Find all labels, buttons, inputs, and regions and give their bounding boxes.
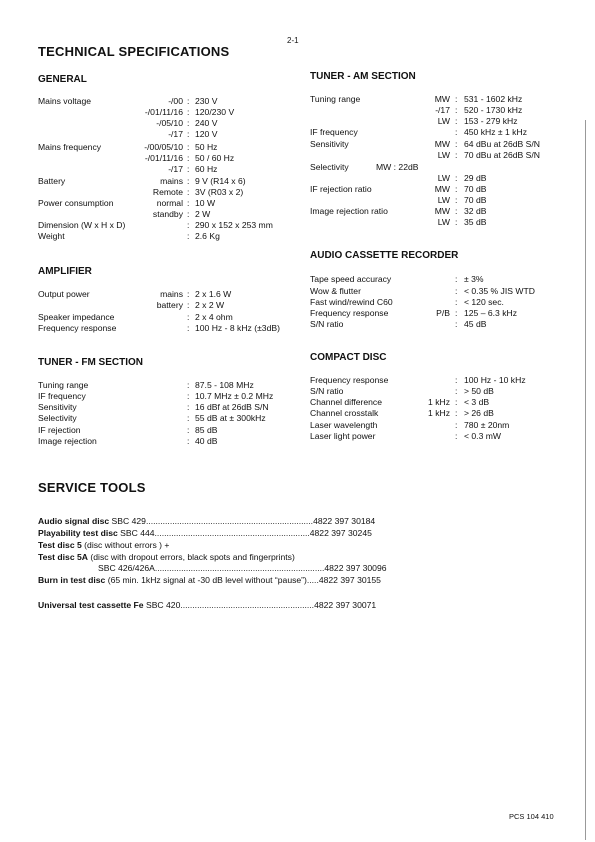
spec-label: Tape speed accuracy bbox=[310, 274, 392, 284]
spec-separator: : bbox=[187, 300, 190, 310]
spec-value: 45 dB bbox=[464, 319, 487, 329]
spec-separator: : bbox=[187, 187, 190, 197]
spec-value: 85 dB bbox=[195, 425, 218, 435]
spec-separator: : bbox=[455, 375, 458, 385]
spec-row bbox=[38, 107, 298, 118]
spec-label: Image rejection bbox=[38, 436, 97, 446]
spec-value: 10 W bbox=[195, 198, 216, 208]
spec-condition: LW bbox=[437, 217, 450, 227]
spec-row bbox=[310, 184, 560, 195]
spec-row bbox=[310, 431, 560, 442]
page-title: TECHNICAL SPECIFICATIONS bbox=[38, 44, 230, 59]
spec-value: > 50 dB bbox=[464, 386, 494, 396]
spec-value: 32 dB bbox=[464, 206, 487, 216]
am-selectivity-mw: MW : 22dB bbox=[376, 162, 419, 172]
service-tool-detail: SBC 426/426A.......................................................................4822 397 30096 bbox=[98, 563, 387, 573]
service-tool-name: Test disc 5A bbox=[38, 552, 88, 562]
spec-condition: mains bbox=[160, 289, 183, 299]
spec-label: Weight bbox=[38, 231, 65, 241]
spec-row bbox=[38, 142, 298, 153]
service-tool-detail: (65 min. 1kHz signal at -30 dB level without “pause”).....4822 397 30155 bbox=[105, 575, 381, 585]
spec-label: Selectivity bbox=[38, 413, 77, 423]
service-tool-name: Audio signal disc bbox=[38, 516, 110, 526]
service-tool-detail: SBC 444.................................................................4822 397 30245 bbox=[117, 528, 372, 538]
spec-value: 780 ± 20nm bbox=[464, 420, 510, 430]
spec-separator: : bbox=[455, 319, 458, 329]
spec-label: Fast wind/rewind C60 bbox=[310, 297, 393, 307]
spec-condition: normal bbox=[156, 198, 183, 208]
spec-value: 9 V (R14 x 6) bbox=[195, 176, 246, 186]
spec-label: Selectivity bbox=[310, 162, 349, 172]
spec-separator: : bbox=[455, 127, 458, 137]
spec-row bbox=[310, 217, 560, 228]
spec-value: 240 V bbox=[195, 118, 218, 128]
spec-row bbox=[38, 118, 298, 129]
spec-separator: : bbox=[187, 289, 190, 299]
spec-value: ± 3% bbox=[464, 274, 484, 284]
tuner-fm-heading: TUNER - FM SECTION bbox=[38, 357, 143, 368]
service-tool-item bbox=[38, 552, 295, 563]
spec-label: Dimension (W x H x D) bbox=[38, 220, 126, 230]
spec-value: < 0.3 mW bbox=[464, 431, 502, 441]
spec-condition: Remote bbox=[152, 187, 183, 197]
cd-heading: COMPACT DISC bbox=[310, 352, 387, 363]
spec-label: S/N ratio bbox=[310, 319, 344, 329]
spec-label: Wow & flutter bbox=[310, 286, 361, 296]
spec-separator: : bbox=[455, 184, 458, 194]
spec-separator: : bbox=[455, 431, 458, 441]
spec-separator: : bbox=[455, 408, 458, 418]
spec-condition: standby bbox=[152, 209, 183, 219]
spec-label: IF rejection bbox=[38, 425, 81, 435]
document-code: PCS 104 410 bbox=[509, 812, 554, 821]
spec-label: Frequency response bbox=[310, 308, 389, 318]
spec-value: < 0.35 % JIS WTD bbox=[464, 286, 535, 296]
spec-row bbox=[310, 408, 560, 419]
spec-value: 100 Hz - 10 kHz bbox=[464, 375, 526, 385]
service-tool-item bbox=[98, 563, 387, 574]
service-tool-item bbox=[38, 600, 376, 611]
spec-label: Laser light power bbox=[310, 431, 376, 441]
spec-label: Sensitivity bbox=[38, 402, 77, 412]
spec-label: Tuning range bbox=[38, 380, 89, 390]
spec-condition: MW bbox=[434, 94, 450, 104]
service-tool-name: Burn in test disc bbox=[38, 575, 106, 585]
spec-condition: LW bbox=[437, 195, 450, 205]
service-tool-detail: (disc without errors ) + bbox=[81, 540, 170, 550]
spec-separator: : bbox=[187, 413, 190, 423]
service-tool-item bbox=[38, 528, 372, 539]
spec-value: 60 Hz bbox=[195, 164, 218, 174]
spec-row bbox=[310, 274, 560, 285]
spec-label: Laser wavelength bbox=[310, 420, 378, 430]
spec-condition: -/01/11/16 bbox=[144, 153, 183, 163]
service-tool-item bbox=[38, 540, 169, 551]
spec-row bbox=[310, 150, 560, 161]
spec-row bbox=[38, 436, 298, 447]
amplifier-heading: AMPLIFIER bbox=[38, 266, 92, 277]
spec-separator: : bbox=[187, 425, 190, 435]
spec-row bbox=[310, 319, 560, 330]
spec-separator: : bbox=[187, 164, 190, 174]
spec-value: 2 W bbox=[195, 209, 211, 219]
spec-row bbox=[310, 116, 560, 127]
spec-row bbox=[310, 162, 560, 173]
spec-separator: : bbox=[455, 217, 458, 227]
spec-separator: : bbox=[455, 206, 458, 216]
spec-row bbox=[38, 391, 298, 402]
spec-row bbox=[310, 206, 560, 217]
spec-separator: : bbox=[187, 231, 190, 241]
spec-label: S/N ratio bbox=[310, 386, 344, 396]
spec-condition: mains bbox=[160, 176, 183, 186]
spec-value: 40 dB bbox=[195, 436, 218, 446]
service-tool-detail: SBC 429......................................................................4822 397 30184 bbox=[109, 516, 376, 526]
spec-row bbox=[310, 173, 560, 184]
spec-value: 120/230 V bbox=[195, 107, 235, 117]
spec-row bbox=[38, 323, 298, 334]
spec-value: 125 – 6.3 kHz bbox=[464, 308, 518, 318]
spec-value: 450 kHz ± 1 kHz bbox=[464, 127, 527, 137]
spec-separator: : bbox=[187, 209, 190, 219]
spec-condition: 1 kHz bbox=[428, 397, 450, 407]
spec-separator: : bbox=[455, 150, 458, 160]
spec-separator: : bbox=[455, 397, 458, 407]
spec-condition: P/B bbox=[436, 308, 450, 318]
service-tool-detail: (disc with dropout errors, black spots and fingerprints) bbox=[88, 552, 295, 562]
spec-separator: : bbox=[187, 198, 190, 208]
service-tool-detail: SBC 420........................................................4822 397 30071 bbox=[143, 600, 377, 610]
spec-row bbox=[310, 386, 560, 397]
spec-condition: MW bbox=[434, 184, 450, 194]
spec-row bbox=[38, 129, 298, 140]
spec-label: IF frequency bbox=[38, 391, 86, 401]
spec-separator: : bbox=[455, 386, 458, 396]
spec-value: 70 dB bbox=[464, 184, 487, 194]
general-heading: GENERAL bbox=[38, 74, 87, 85]
spec-separator: : bbox=[187, 436, 190, 446]
spec-value: 290 x 152 x 253 mm bbox=[195, 220, 273, 230]
spec-row bbox=[310, 94, 560, 105]
spec-value: 55 dB at ± 300kHz bbox=[195, 413, 266, 423]
spec-row bbox=[310, 127, 560, 138]
service-tool-name: Universal test cassette Fe bbox=[38, 600, 144, 610]
spec-value: 2 x 1.6 W bbox=[195, 289, 232, 299]
spec-separator: : bbox=[455, 139, 458, 149]
spec-condition: battery bbox=[156, 300, 183, 310]
spec-separator: : bbox=[187, 107, 190, 117]
spec-separator: : bbox=[187, 323, 190, 333]
spec-separator: : bbox=[187, 142, 190, 152]
service-tools-heading: SERVICE TOOLS bbox=[38, 480, 146, 495]
spec-value: 16 dBf at 26dB S/N bbox=[195, 402, 269, 412]
spec-row bbox=[38, 402, 298, 413]
spec-condition: 1 kHz bbox=[428, 408, 450, 418]
spec-separator: : bbox=[187, 312, 190, 322]
spec-label: Output power bbox=[38, 289, 90, 299]
spec-condition: LW bbox=[437, 116, 450, 126]
spec-separator: : bbox=[187, 402, 190, 412]
spec-label: Sensitivity bbox=[310, 139, 349, 149]
spec-value: 29 dB bbox=[464, 173, 487, 183]
spec-row bbox=[310, 308, 560, 319]
spec-row bbox=[310, 297, 560, 308]
spec-row bbox=[38, 187, 298, 198]
spec-value: 100 Hz - 8 kHz (±3dB) bbox=[195, 323, 280, 333]
spec-separator: : bbox=[455, 105, 458, 115]
service-tool-name: Test disc 5 bbox=[38, 540, 82, 550]
spec-separator: : bbox=[187, 118, 190, 128]
spec-condition: -/01/11/16 bbox=[144, 107, 183, 117]
spec-value: 153 - 279 kHz bbox=[464, 116, 518, 126]
spec-label: Speaker impedance bbox=[38, 312, 115, 322]
spec-value: 35 dB bbox=[464, 217, 487, 227]
spec-row bbox=[310, 105, 560, 116]
spec-row bbox=[310, 139, 560, 150]
spec-value: 10.7 MHz ± 0.2 MHz bbox=[195, 391, 274, 401]
spec-separator: : bbox=[455, 116, 458, 126]
spec-label: Image rejection ratio bbox=[310, 206, 388, 216]
spec-value: < 3 dB bbox=[464, 397, 490, 407]
spec-row bbox=[38, 231, 298, 242]
spec-label: IF rejection ratio bbox=[310, 184, 372, 194]
spec-row bbox=[38, 380, 298, 391]
spec-value: < 120 sec. bbox=[464, 297, 504, 307]
spec-row bbox=[38, 413, 298, 424]
spec-value: 70 dB bbox=[464, 195, 487, 205]
spec-row bbox=[38, 300, 298, 311]
spec-separator: : bbox=[455, 420, 458, 430]
spec-label: Channel difference bbox=[310, 397, 382, 407]
spec-row bbox=[38, 220, 298, 231]
spec-separator: : bbox=[187, 391, 190, 401]
spec-label: Power consumption bbox=[38, 198, 114, 208]
spec-row bbox=[38, 312, 298, 323]
page-edge-line bbox=[585, 120, 586, 840]
spec-value: 120 V bbox=[195, 129, 218, 139]
spec-separator: : bbox=[187, 380, 190, 390]
spec-value: 2.6 Kg bbox=[195, 231, 220, 241]
spec-label: Mains frequency bbox=[38, 142, 102, 152]
spec-condition: -/05/10 bbox=[156, 118, 183, 128]
spec-separator: : bbox=[455, 297, 458, 307]
spec-row bbox=[310, 375, 560, 386]
spec-separator: : bbox=[187, 176, 190, 186]
spec-condition: -/00/05/10 bbox=[144, 142, 183, 152]
spec-row bbox=[38, 176, 298, 187]
spec-value: 70 dBu at 26dB S/N bbox=[464, 150, 540, 160]
spec-separator: : bbox=[455, 286, 458, 296]
spec-row bbox=[310, 397, 560, 408]
spec-separator: : bbox=[187, 129, 190, 139]
cassette-heading: AUDIO CASSETTE RECORDER bbox=[310, 250, 459, 261]
spec-row bbox=[38, 209, 298, 220]
spec-row bbox=[38, 153, 298, 164]
spec-row bbox=[310, 420, 560, 431]
spec-condition: LW bbox=[437, 150, 450, 160]
spec-separator: : bbox=[455, 173, 458, 183]
spec-row bbox=[38, 289, 298, 300]
spec-separator: : bbox=[455, 308, 458, 318]
spec-value: > 26 dB bbox=[464, 408, 494, 418]
spec-value: 3V (R03 x 2) bbox=[195, 187, 244, 197]
spec-value: 2 x 4 ohm bbox=[195, 312, 233, 322]
spec-condition: -/17 bbox=[435, 105, 450, 115]
spec-label: Frequency response bbox=[310, 375, 389, 385]
spec-condition: -/17 bbox=[168, 164, 183, 174]
spec-value: 2 x 2 W bbox=[195, 300, 225, 310]
spec-label: Battery bbox=[38, 176, 66, 186]
spec-separator: : bbox=[187, 96, 190, 106]
spec-value: 87.5 - 108 MHz bbox=[195, 380, 254, 390]
service-tool-item bbox=[38, 516, 375, 527]
spec-value: 531 - 1602 kHz bbox=[464, 94, 523, 104]
spec-label: Channel crosstalk bbox=[310, 408, 379, 418]
spec-label: Tuning range bbox=[310, 94, 361, 104]
spec-separator: : bbox=[455, 195, 458, 205]
spec-label: Frequency response bbox=[38, 323, 117, 333]
service-tool-item bbox=[38, 575, 381, 586]
tuner-am-heading: TUNER - AM SECTION bbox=[310, 71, 416, 82]
spec-condition: LW bbox=[437, 173, 450, 183]
spec-condition: MW bbox=[434, 206, 450, 216]
spec-row bbox=[310, 286, 560, 297]
spec-row bbox=[38, 96, 298, 107]
spec-separator: : bbox=[455, 94, 458, 104]
spec-value: 230 V bbox=[195, 96, 218, 106]
spec-separator: : bbox=[455, 274, 458, 284]
spec-row bbox=[38, 164, 298, 175]
spec-row bbox=[310, 195, 560, 206]
spec-label: Mains voltage bbox=[38, 96, 92, 106]
spec-value: 50 Hz bbox=[195, 142, 218, 152]
spec-label: IF frequency bbox=[310, 127, 358, 137]
spec-value: 520 - 1730 kHz bbox=[464, 105, 523, 115]
spec-condition: -/17 bbox=[168, 129, 183, 139]
spec-row bbox=[38, 425, 298, 436]
page-number: 2-1 bbox=[287, 36, 299, 45]
spec-condition: MW bbox=[434, 139, 450, 149]
spec-separator: : bbox=[187, 220, 190, 230]
spec-condition: -/00 bbox=[168, 96, 183, 106]
spec-row bbox=[38, 198, 298, 209]
spec-value: 64 dBu at 26dB S/N bbox=[464, 139, 540, 149]
service-tool-name: Playability test disc bbox=[38, 528, 118, 538]
spec-separator: : bbox=[187, 153, 190, 163]
spec-value: 50 / 60 Hz bbox=[195, 153, 235, 163]
